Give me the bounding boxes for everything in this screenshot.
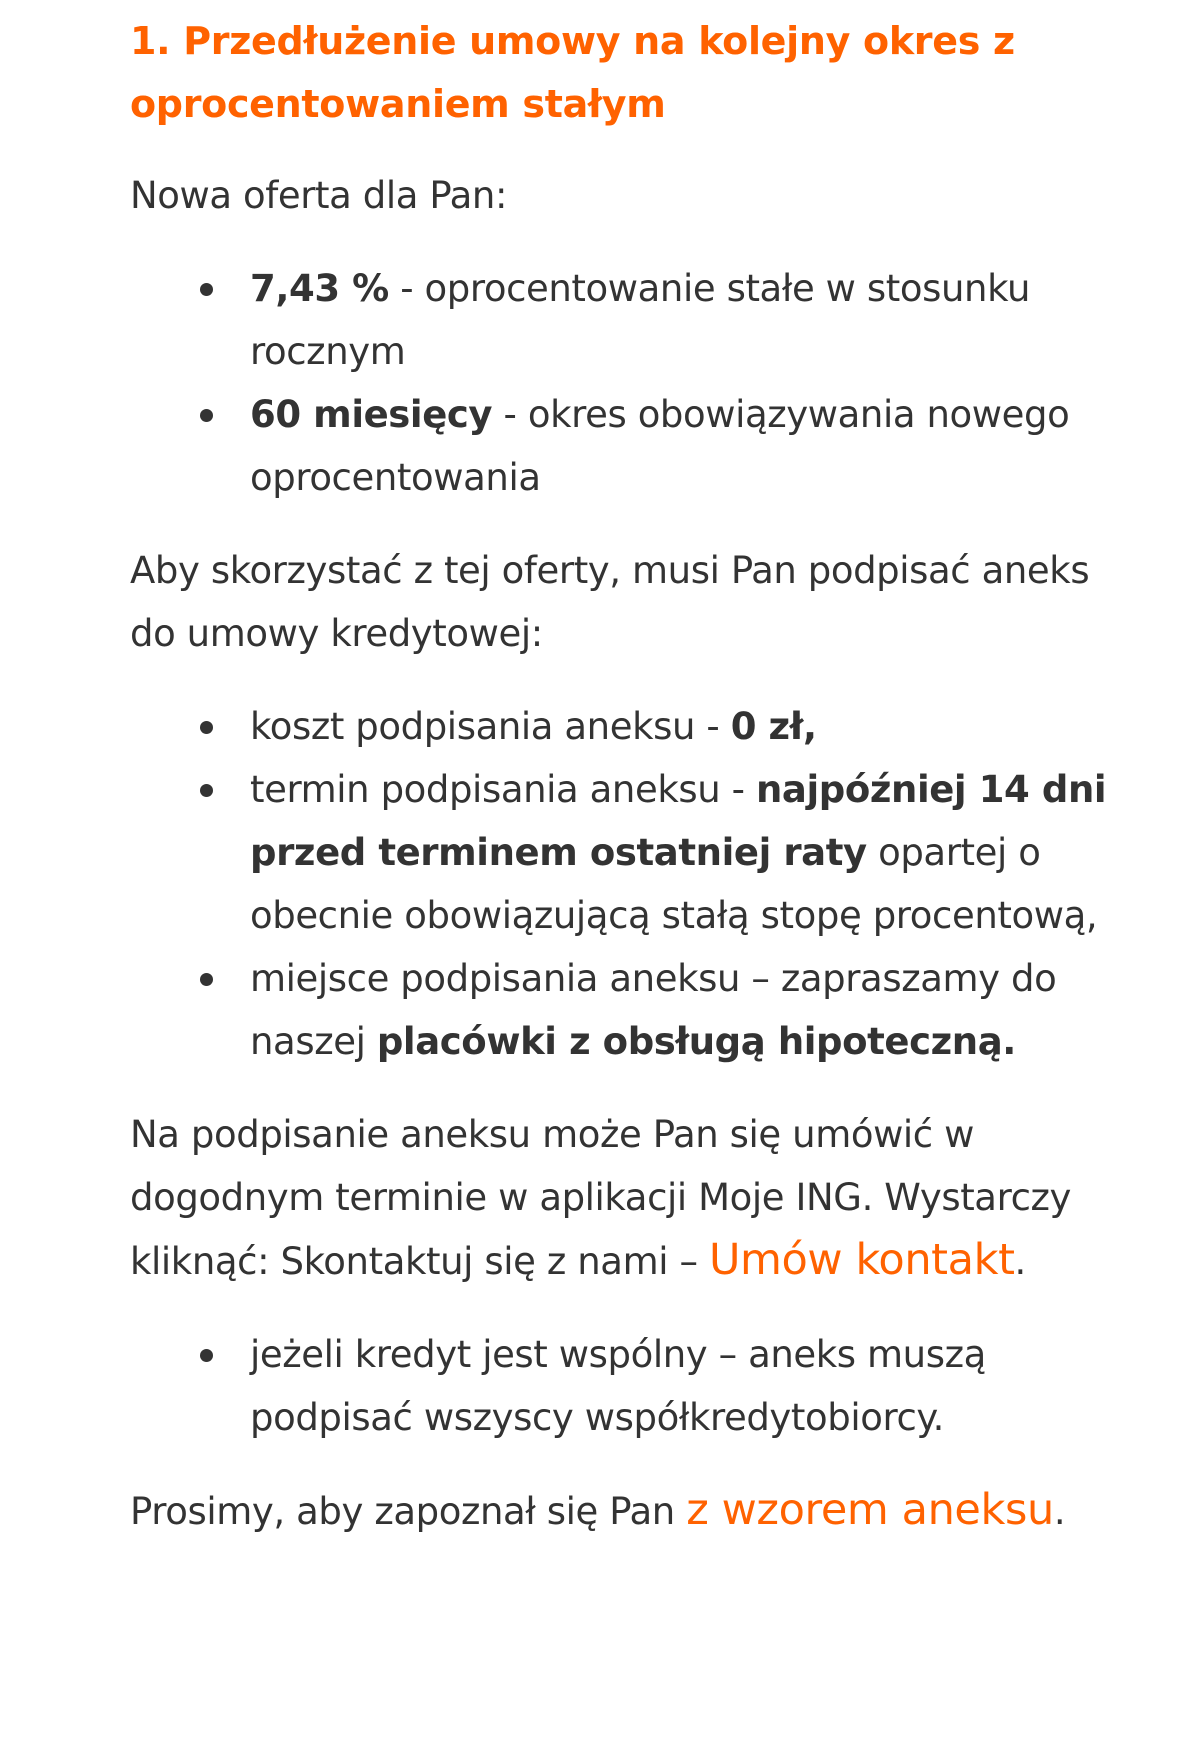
bullet-icon	[200, 973, 213, 986]
bullet-icon	[200, 283, 213, 296]
annex-deadline-label: termin podpisania aneksu -	[250, 768, 756, 811]
appointment-paragraph	[130, 1103, 1140, 1293]
annex-item-cost	[130, 695, 1140, 758]
annex-deadline-after: opartej o obecnie obowiązującą stałą stopę procentową,	[250, 831, 1098, 937]
appointment-text: Na podpisanie aneksu może Pan się umówić w dogodnym terminie w aplikacji Moje ING. Wystarczy kliknąć: Skontaktuj się z nami –	[130, 1113, 1072, 1283]
annex-item-deadline	[130, 758, 1140, 947]
joint-list	[130, 1323, 1140, 1449]
joint-text: jeżeli kredyt jest wspólny – aneks muszą podpisać wszyscy współkredytobiorcy.	[250, 1333, 986, 1439]
joint-item	[130, 1323, 1140, 1449]
schedule-contact-link[interactable]: Umów kontakt	[708, 1235, 1015, 1285]
bullet-icon	[200, 721, 213, 734]
closing-text: Prosimy, aby zapoznał się Pan	[130, 1490, 687, 1533]
appointment-after: .	[1014, 1240, 1026, 1283]
bullet-icon	[200, 409, 213, 422]
annex-deadline-value: najpóźniej 14 dni przed terminem ostatniej raty	[250, 768, 1107, 874]
offer-intro: Nowa oferta dla Pan:	[130, 174, 508, 217]
annex-place-label: miejsce podpisania aneksu – zapraszamy do naszej	[250, 957, 1057, 1063]
offer-item-rate	[130, 257, 1140, 383]
annex-place-value: placówki z obsługą hipoteczną.	[376, 1020, 1016, 1063]
closing-paragraph	[130, 1479, 1140, 1543]
annex-cost-label: koszt podpisania aneksu -	[250, 705, 731, 748]
annex-template-link[interactable]: z wzorem aneksu	[686, 1485, 1054, 1535]
annex-intro: Aby skorzystać z tej oferty, musi Pan podpisać aneks do umowy kredytowej:	[130, 549, 1090, 655]
closing-after: .	[1053, 1490, 1066, 1533]
message-content	[130, 10, 1140, 1543]
offer-rate-desc: - oprocentowanie stałe w stosunku rocznym	[250, 267, 1031, 373]
bullet-icon	[200, 784, 213, 797]
offer-rate-value: 7,43 %	[250, 267, 389, 310]
annex-list	[130, 695, 1140, 1073]
offer-period-desc: - okres obowiązywania nowego oprocentowania	[250, 393, 1070, 499]
offer-list	[130, 257, 1140, 509]
annex-cost-value: 0 zł,	[730, 705, 817, 748]
annex-item-place	[130, 947, 1140, 1073]
offer-period-value: 60 miesięcy	[250, 393, 493, 436]
bullet-icon	[200, 1349, 213, 1362]
section-title: 1. Przedłużenie umowy na kolejny okres z oprocentowaniem stałym	[130, 19, 1015, 126]
offer-item-period	[130, 383, 1140, 509]
